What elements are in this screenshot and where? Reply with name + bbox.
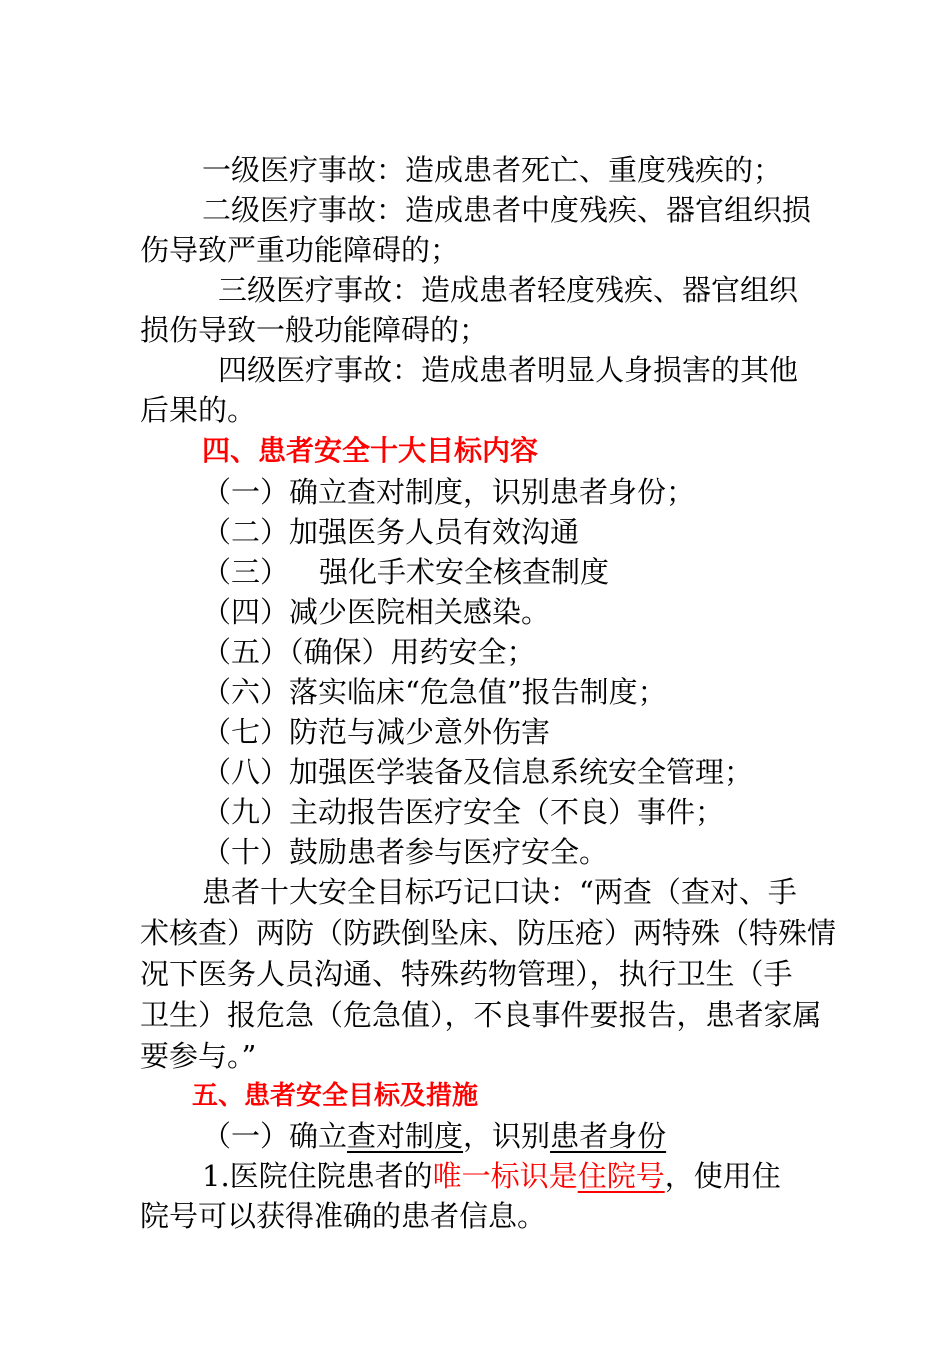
accident-level-4-cont: 后果的。 <box>140 393 257 427</box>
goal-number: （六） <box>202 675 290 709</box>
goal-number: （七） <box>202 715 290 749</box>
goal-item <box>140 552 892 592</box>
section-5-subheading <box>140 1116 892 1156</box>
goal-text: （确保）用药安全； <box>289 635 536 669</box>
mnemonic-line: 卫生）报危急（危急值），不良事件要报告，患者家属 <box>140 998 822 1032</box>
accident-level-4: 四级医疗事故：造成患者明显人身损害的其他 <box>218 353 799 387</box>
goal-text: 确立查对制度，识别患者身份； <box>289 475 696 509</box>
goal-number: （四） <box>202 595 290 629</box>
goal-item <box>140 832 892 872</box>
goal-text: 防范与减少意外伤害 <box>289 715 551 749</box>
goal-number: （五） <box>202 635 290 669</box>
accident-level-3-cont: 损伤导致一般功能障碍的； <box>140 313 489 347</box>
mnemonic-line: 患者十大安全目标巧记口诀：“两查（查对、手 <box>202 875 797 909</box>
goal-item <box>140 632 892 672</box>
sub-text-underlined: 查对制度 <box>347 1119 464 1153</box>
goal-item <box>140 592 892 632</box>
paragraph-text: 1.医院住院患者的 <box>202 1159 433 1193</box>
goal-text: 主动报告医疗安全（不良）事件； <box>289 795 725 829</box>
accident-level-3: 三级医疗事故：造成患者轻度残疾、器官组织 <box>218 273 799 307</box>
sub-text: ，识别 <box>463 1119 551 1153</box>
sub-text: 确立 <box>289 1119 348 1153</box>
highlight-underlined-text: 住院号 <box>577 1159 665 1193</box>
goal-text: 落实临床“危急值”报告制度； <box>289 675 667 709</box>
paragraph-1-cont: 院号可以获得准确的患者信息。 <box>140 1199 547 1233</box>
goal-number: （一） <box>202 475 290 509</box>
accident-level-2-cont: 伤导致严重功能障碍的； <box>140 233 460 267</box>
accident-level-1: 一级医疗事故：造成患者死亡、重度残疾的； <box>202 153 783 187</box>
goal-text: 强化手术安全核查制度 <box>319 555 610 589</box>
goal-number: （八） <box>202 755 290 789</box>
accident-level-2: 二级医疗事故：造成患者中度残疾、器官组织损 <box>202 193 812 227</box>
goal-item <box>140 512 892 552</box>
goal-item <box>140 712 892 752</box>
section-5-heading: 五、患者安全目标及措施 <box>192 1081 479 1111</box>
mnemonic-line: 要参与。” <box>140 1039 257 1073</box>
goal-item <box>140 472 892 512</box>
goal-item <box>140 752 892 792</box>
goal-text: 加强医务人员有效沟通 <box>289 515 580 549</box>
paragraph-1 <box>140 1156 892 1196</box>
mnemonic-line: 况下医务人员沟通、特殊药物管理），执行卫生（手 <box>140 957 793 991</box>
goal-number: （二） <box>202 515 290 549</box>
section-4-heading: 四、患者安全十大目标内容 <box>202 434 539 467</box>
sub-text-underlined: 患者身份 <box>550 1119 667 1153</box>
goal-number: （九） <box>202 795 290 829</box>
goal-text: 减少医院相关感染。 <box>289 595 551 629</box>
goal-text: 加强医学装备及信息系统安全管理； <box>289 755 754 789</box>
goal-text: 鼓励患者参与医疗安全。 <box>289 835 609 869</box>
sub-number: （一） <box>202 1119 290 1153</box>
goal-item <box>140 672 892 712</box>
highlight-text: 唯一标识是 <box>432 1159 578 1193</box>
goal-number: （十） <box>202 835 290 869</box>
mnemonic-line: 术核查）两防（防跌倒坠床、防压疮）两特殊（特殊情 <box>140 916 837 950</box>
goal-number: （三） <box>202 555 290 589</box>
paragraph-text: ，使用住 <box>664 1159 781 1193</box>
goal-item <box>140 792 892 832</box>
